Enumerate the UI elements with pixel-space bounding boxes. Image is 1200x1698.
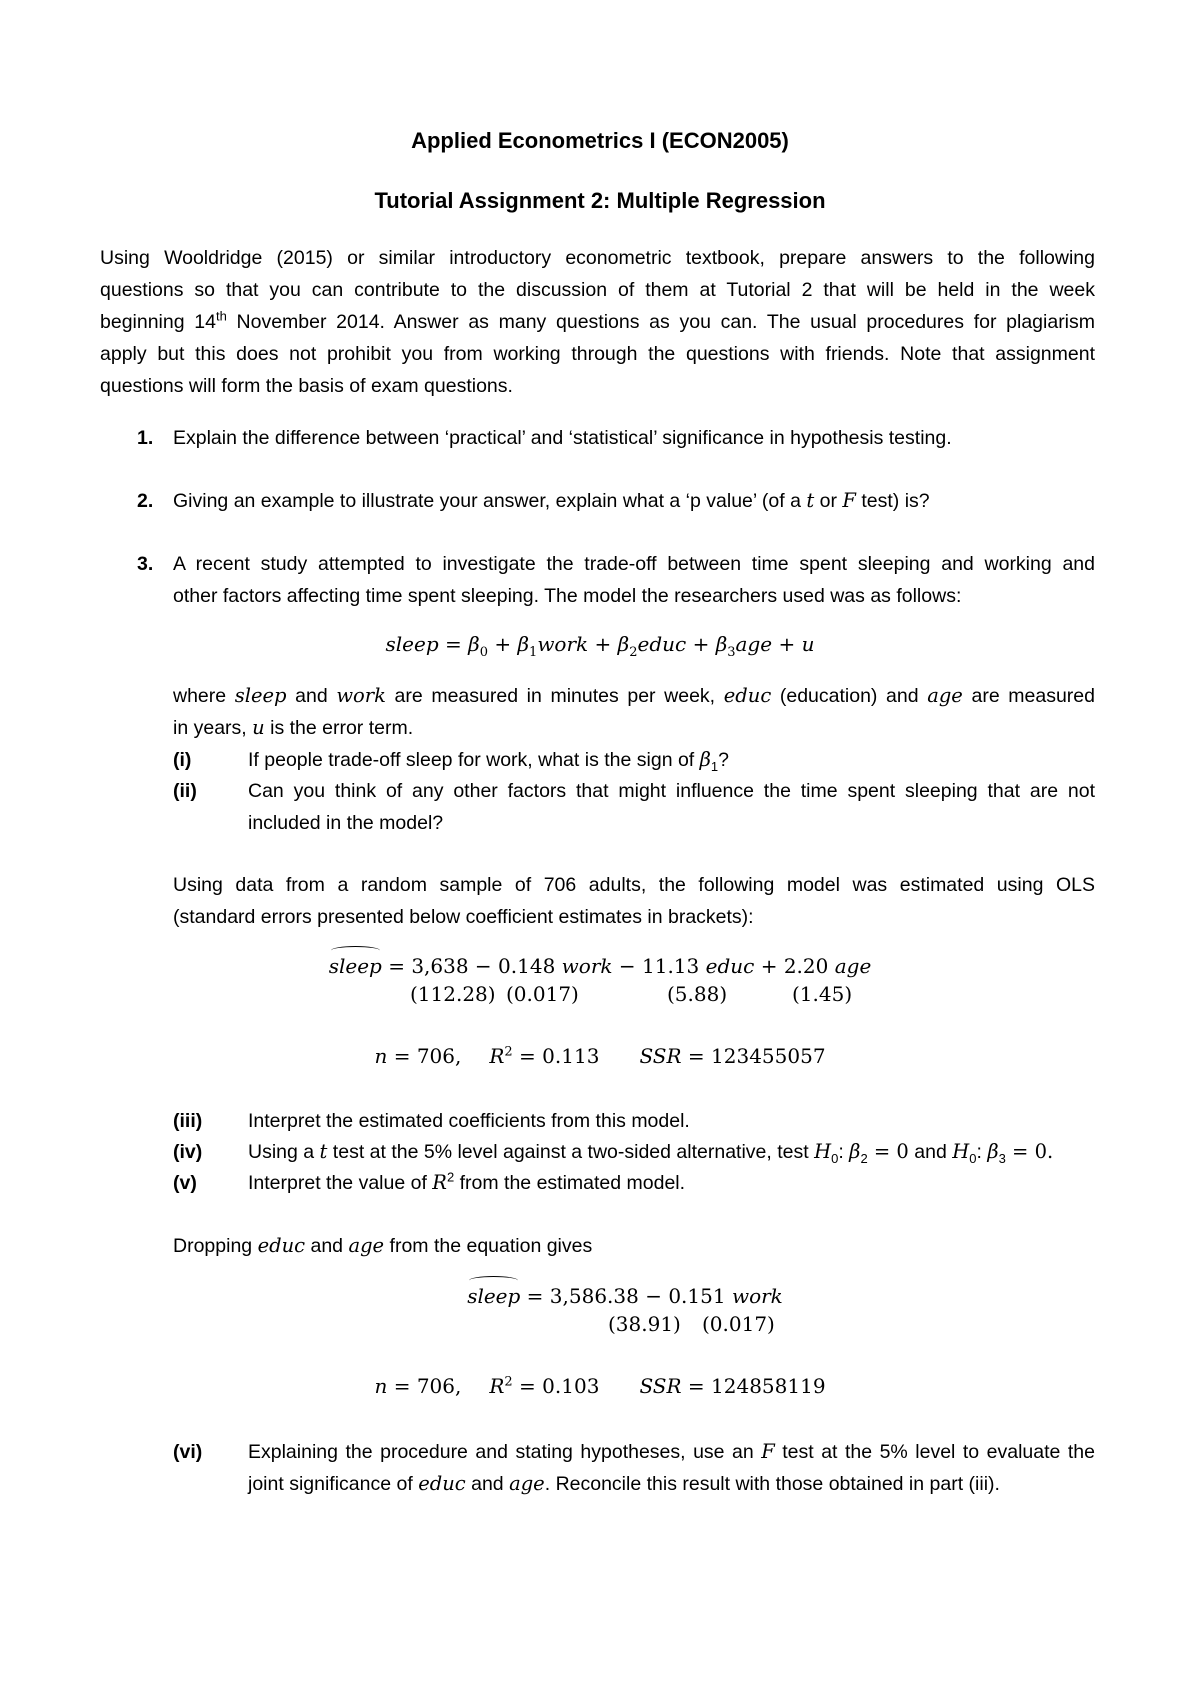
part-iii-label: (iii) — [173, 1110, 203, 1132]
assignment-title: Tutorial Assignment 2: Multiple Regression — [374, 188, 826, 213]
se-constant-1: (112.28) — [410, 982, 496, 1006]
intro-line-4: apply but this does not prohibit you from working through the questions with friends. Note that assignment — [100, 343, 1095, 365]
se-age-1: (1.45) — [792, 982, 853, 1006]
part-ii-label: (ii) — [173, 780, 197, 802]
fit-stats-1: n = 706, $R^2 = 0.113$ SSR = 123455057 — [374, 1044, 826, 1068]
part-i-label: (i) — [173, 749, 192, 771]
se-work-2: (0.017) — [702, 1312, 775, 1336]
part-v-label: (v) — [173, 1172, 197, 1194]
question-2-number: 2. — [137, 490, 154, 512]
intro-line-1: Using Wooldridge (2015) or similar introductory econometric textbook, prepare answers to the following — [100, 247, 1095, 269]
part-v-text: Interpret the value of $R^2$ from the estimated model. — [248, 1169, 686, 1194]
variable-definitions: where sleep and work are measured in minutes per week, educ (education) and age are measured in years, u is the error term. — [173, 684, 1095, 739]
course-title: Applied Econometrics I (ECON2005) — [411, 128, 789, 153]
question-1-number: 1. — [137, 427, 154, 449]
part-i-text: If people trade-off sleep for work, what is the sign of $\beta_1$? — [248, 748, 730, 774]
intro-line-5: questions will form the basis of exam questions. — [100, 375, 513, 397]
part-iv-label: (iv) — [173, 1141, 203, 1163]
part-vi-label: (vi) — [173, 1441, 203, 1463]
intro-line-3: beginning 14th November 2014. Answer as many questions as you can. The usual procedures for plagiarism — [100, 308, 1096, 333]
model-equation: sleep = $\beta_0$ + $\beta_1work$ + $\beta_2educ + \beta_3age + u$ — [385, 632, 815, 660]
part-ii-text: Can you think of any other factors that might influence the time spent sleeping that are not included in the model? — [248, 780, 1095, 834]
intro-line-2: questions so that you can contribute to the discussion of them at Tutorial 2 that will be held in the week — [100, 279, 1095, 301]
fit-stats-2: n = 706, $R^2 = 0.103$ SSR = 124858119 — [374, 1374, 826, 1398]
estimated-equation-2: sleep = 3,586.38 − 0.151 work — [0, 1280, 1200, 1312]
part-iv-text: Using a t test at the 5% level against a two-sided alternative, test $H_0$: $\beta_2 = 0$ and $H_0$: $\beta_3 = 0$. — [248, 1140, 1054, 1166]
question-2-text: Giving an example to illustrate your answer, explain what a ‘p value’ (of a t or F test) is? — [173, 489, 930, 512]
data-intro: Using data from a random sample of 706 adults, the following model was estimated using OLS (standard errors presented below coefficient estimates in brackets): — [173, 874, 1095, 928]
part-iii-text: Interpret the estimated coefficients from this model. — [248, 1110, 690, 1132]
se-work-1: (0.017) — [506, 982, 579, 1006]
estimated-equation-1: sleep = 3,638 − 0.148 work − 11.13 educ + 2.20 age — [0, 950, 1200, 982]
question-3-intro: A recent study attempted to investigate the trade-off between time spent sleeping and working and other factors affecting time spent sleeping. The model the researchers used was as follows: — [173, 553, 1095, 607]
question-1-text: Explain the difference between ‘practical’ and ‘statistical’ significance in hypothesis testing. — [173, 427, 952, 449]
intro-paragraph — [100, 242, 1095, 402]
se-educ-1: (5.88) — [667, 982, 728, 1006]
question-3-number: 3. — [137, 553, 154, 575]
part-vi-text: Explaining the procedure and stating hypotheses, use an F test at the 5% level to evaluate the joint significance of educ and age. Reconcile this result with those obtained in part (iii). — [248, 1440, 1095, 1495]
dropping-sentence: Dropping educ and age from the equation gives — [173, 1234, 593, 1257]
se-constant-2: (38.91) — [608, 1312, 681, 1336]
